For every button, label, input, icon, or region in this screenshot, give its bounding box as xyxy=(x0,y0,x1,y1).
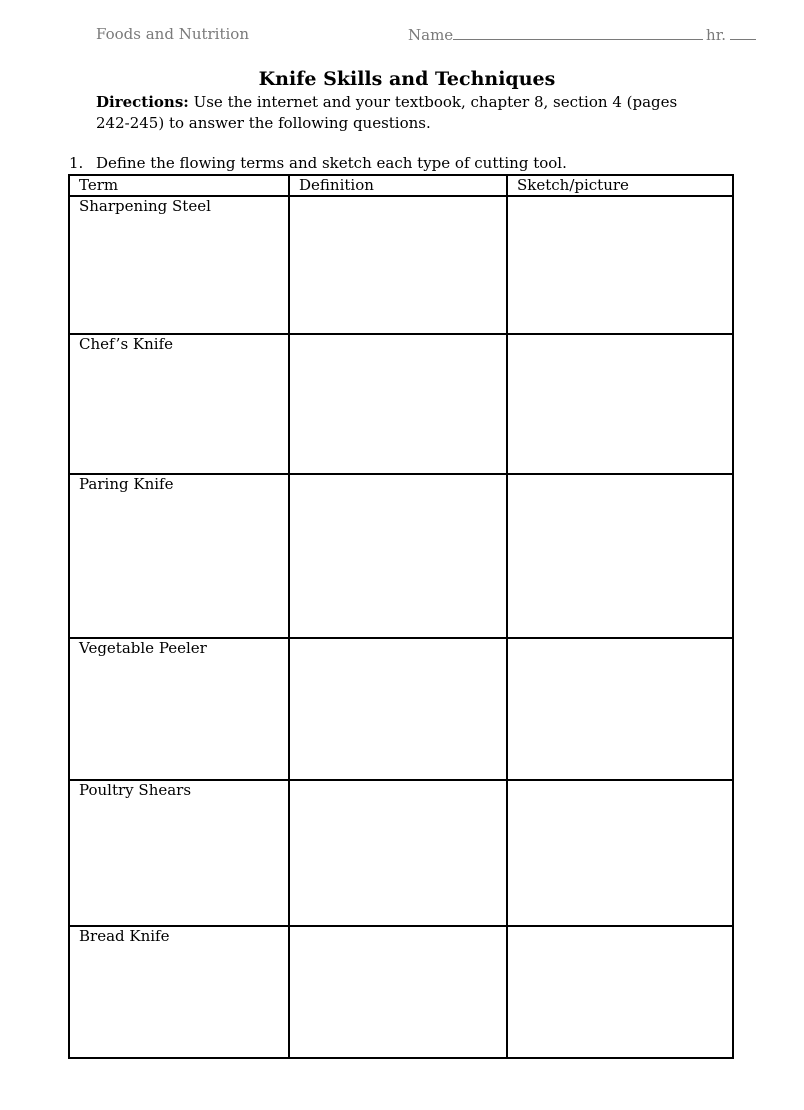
table-row xyxy=(69,474,733,638)
name-field xyxy=(408,25,703,44)
table-row xyxy=(69,926,733,1058)
definition-cell[interactable] xyxy=(289,334,507,474)
sketch-cell[interactable] xyxy=(507,638,733,780)
table-row xyxy=(69,638,733,780)
question-text: Define the flowing terms and sketch each type of cutting tool. xyxy=(96,154,567,172)
table-row xyxy=(69,196,733,334)
term-cell: Paring Knife xyxy=(69,474,289,638)
hour-blank-line xyxy=(730,25,756,40)
column-header-definition: Definition xyxy=(289,175,507,196)
name-label: Name xyxy=(408,26,454,44)
definition-cell[interactable] xyxy=(289,638,507,780)
sketch-cell[interactable] xyxy=(507,926,733,1058)
directions-label: Directions: xyxy=(96,93,189,111)
page-header xyxy=(96,25,756,45)
column-header-term: Term xyxy=(69,175,289,196)
definition-cell[interactable] xyxy=(289,196,507,334)
sketch-cell[interactable] xyxy=(507,474,733,638)
course-name: Foods and Nutrition xyxy=(96,25,249,43)
hour-field xyxy=(706,25,756,44)
sketch-cell[interactable] xyxy=(507,334,733,474)
page-title: Knife Skills and Techniques xyxy=(258,68,556,90)
definition-cell[interactable] xyxy=(289,780,507,926)
sketch-cell[interactable] xyxy=(507,780,733,926)
name-blank-line xyxy=(453,25,703,40)
directions-text: Use the internet and your textbook, chapter 8, section 4 (pages 242-245) to answer the following questions. xyxy=(96,93,678,132)
question-1 xyxy=(69,154,567,172)
sketch-cell[interactable] xyxy=(507,196,733,334)
term-cell: Sharpening Steel xyxy=(69,196,289,334)
term-cell: Vegetable Peeler xyxy=(69,638,289,780)
directions xyxy=(96,92,706,134)
term-cell: Bread Knife xyxy=(69,926,289,1058)
column-header-sketch: Sketch/picture xyxy=(507,175,733,196)
hour-label: hr. xyxy=(706,26,726,44)
terms-table xyxy=(68,174,734,1059)
question-number: 1. xyxy=(69,154,84,172)
definition-cell[interactable] xyxy=(289,474,507,638)
table-header-row xyxy=(69,175,733,196)
term-cell: Poultry Shears xyxy=(69,780,289,926)
table-row xyxy=(69,334,733,474)
term-cell: Chef’s Knife xyxy=(69,334,289,474)
definition-cell[interactable] xyxy=(289,926,507,1058)
table-row xyxy=(69,780,733,926)
